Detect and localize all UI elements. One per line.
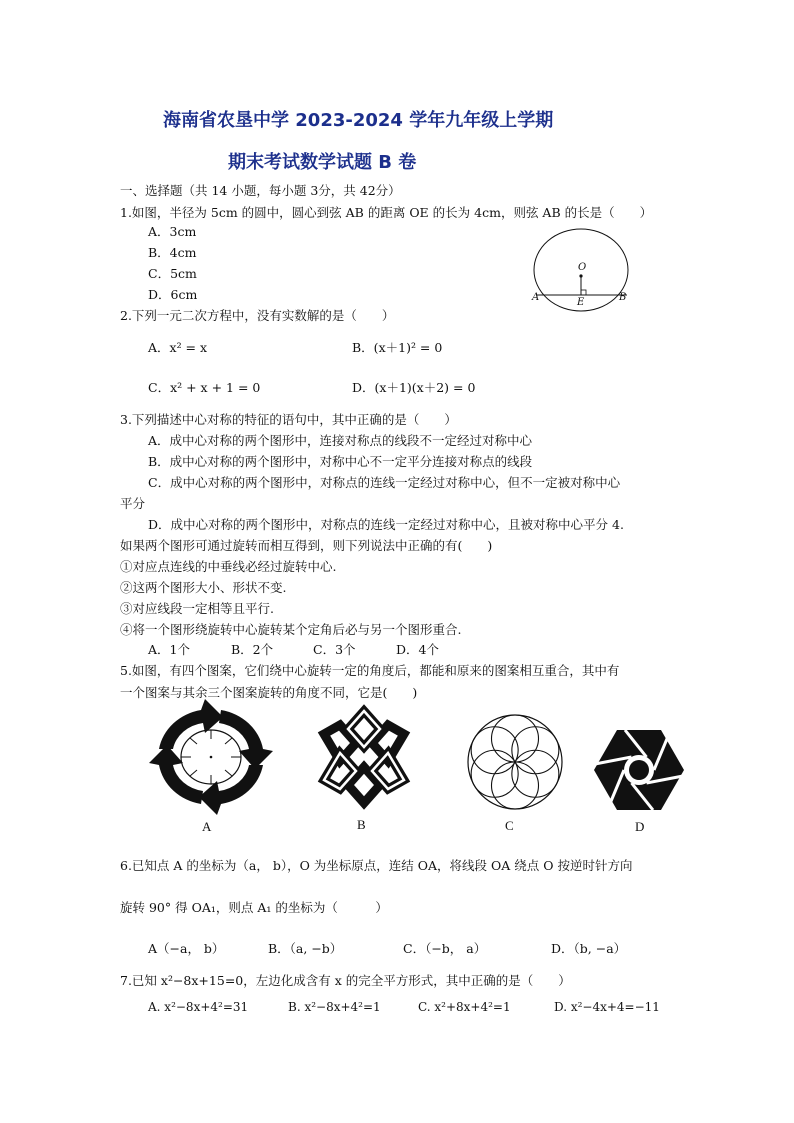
pattern-d-aperture xyxy=(592,727,686,813)
q5-stem-line2: 一个图案与其余三个图案旋转的角度不同，它是( ) xyxy=(120,685,418,700)
pattern-label-d: D xyxy=(635,819,645,834)
q7-option-b: B. x²−8x+4²=1 xyxy=(288,1000,381,1014)
pattern-a-center xyxy=(210,756,213,759)
pattern-b-knot xyxy=(303,704,425,810)
q2-option-d: D．(x＋1)(x＋2) = 0 xyxy=(352,380,476,395)
q2-option-a: A．x² = x xyxy=(148,340,208,355)
q4-option-a: A．1个 xyxy=(148,642,190,657)
pattern-label-c: C xyxy=(505,818,514,833)
q6-stem-line1: 6.已知点 A 的坐标为（a， b），O 为坐标原点，连结 OA，将线段 OA 绕点 O 按逆时针方向 xyxy=(120,858,633,873)
q1-right-angle-mark xyxy=(581,290,586,295)
q4-stem: 如果两个图形可通过旋转而相互得到，则下列说法中正确的有( ) xyxy=(120,538,493,553)
q1-option-a: A．3cm xyxy=(148,224,197,239)
q7-option-a: A. x²−8x+4²=31 xyxy=(148,1000,249,1014)
q4-item-1: ①对应点连线的中垂线必经过旋转中心. xyxy=(120,559,337,574)
q6-option-c: C．（−b， a） xyxy=(403,941,487,956)
pattern-label-a: A xyxy=(202,819,212,834)
q4-item-2: ②这两个图形大小、形状不变. xyxy=(120,580,287,595)
q3-option-a: A．成中心对称的两个图形中，连接对称点的线段不一定经过对称中心 xyxy=(148,433,533,448)
q4-item-3: ③对应线段一定相等且平行. xyxy=(120,601,274,616)
pattern-c-flower xyxy=(464,711,566,813)
q1-label-e: E xyxy=(577,297,585,308)
q4-option-b: B．2个 xyxy=(231,642,274,657)
q1-label-b: B xyxy=(619,292,627,303)
q6-option-a: A（−a， b） xyxy=(148,941,225,956)
title-line-2: 期末考试数学试题 B 卷 xyxy=(228,152,417,173)
q4-option-c: C．3个 xyxy=(313,642,356,657)
q6-option-b: B．（a, −b） xyxy=(268,941,343,956)
q6-option-d: D．（b, −a） xyxy=(551,941,627,956)
q7-option-c: C. x²+8x+4²=1 xyxy=(418,1000,511,1014)
q3-option-c-line2: 平分 xyxy=(120,496,146,511)
q1-label-a: A xyxy=(532,292,540,303)
q7-option-d: D. x²−4x+4=−11 xyxy=(554,1000,660,1014)
pattern-a-arrows xyxy=(150,705,272,810)
section-heading: 一、选择题（共 14 小题，每小题 3分，共 42分） xyxy=(120,183,401,198)
title-line-1: 海南省农垦中学 2023-2024 学年九年级上学期 xyxy=(163,110,554,131)
q6-stem-line2: 旋转 90° 得 OA₁，则点 A₁ 的坐标为（ ） xyxy=(120,900,388,915)
q3-stem: 3.下列描述中心对称的特征的语句中，其中正确的是（ ） xyxy=(120,412,457,427)
q3-option-c-line1: C．成中心对称的两个图形中，对称点的连线一定经过对称中心，但不一定被对称中心 xyxy=(148,475,621,490)
q3-option-b: B．成中心对称的两个图形中，对称中心不一定平分连接对称点的线段 xyxy=(148,454,533,469)
q7-stem: 7.已知 x²−8x+15=0，左边化成含有 x 的完全平方形式，其中正确的是（ ） xyxy=(120,973,571,988)
q3-option-d: D．成中心对称的两个图形中，对称点的连线一定经过对称中心，且被对称中心平分 4. xyxy=(148,517,624,532)
q5-stem-line1: 5.如图，有四个图案，它们绕中心旋转一定的角度后，都能和原来的图案相互重合，其中有 xyxy=(120,663,620,678)
q1-option-d: D．6cm xyxy=(148,287,198,302)
q1-option-b: B．4cm xyxy=(148,245,197,260)
q2-option-b: B．(x＋1)² = 0 xyxy=(352,340,443,355)
q1-label-o: O xyxy=(578,262,587,273)
q2-option-c: C．x² + x + 1 = 0 xyxy=(148,380,261,395)
q4-item-4: ④将一个图形绕旋转中心旋转某个定角后必与另一个图形重合. xyxy=(120,622,462,637)
q1-stem: 1.如图，半径为 5cm 的圆中，圆心到弦 AB 的距离 OE 的长为 4cm，则弦 AB 的长是（ ） xyxy=(120,205,653,220)
pattern-label-b: B xyxy=(357,817,366,832)
q1-option-c: C．5cm xyxy=(148,266,197,281)
q4-option-d: D．4个 xyxy=(396,642,439,657)
q1-center-point xyxy=(579,274,582,277)
q2-stem: 2.下列一元二次方程中，没有实数解的是（ ） xyxy=(120,308,395,323)
